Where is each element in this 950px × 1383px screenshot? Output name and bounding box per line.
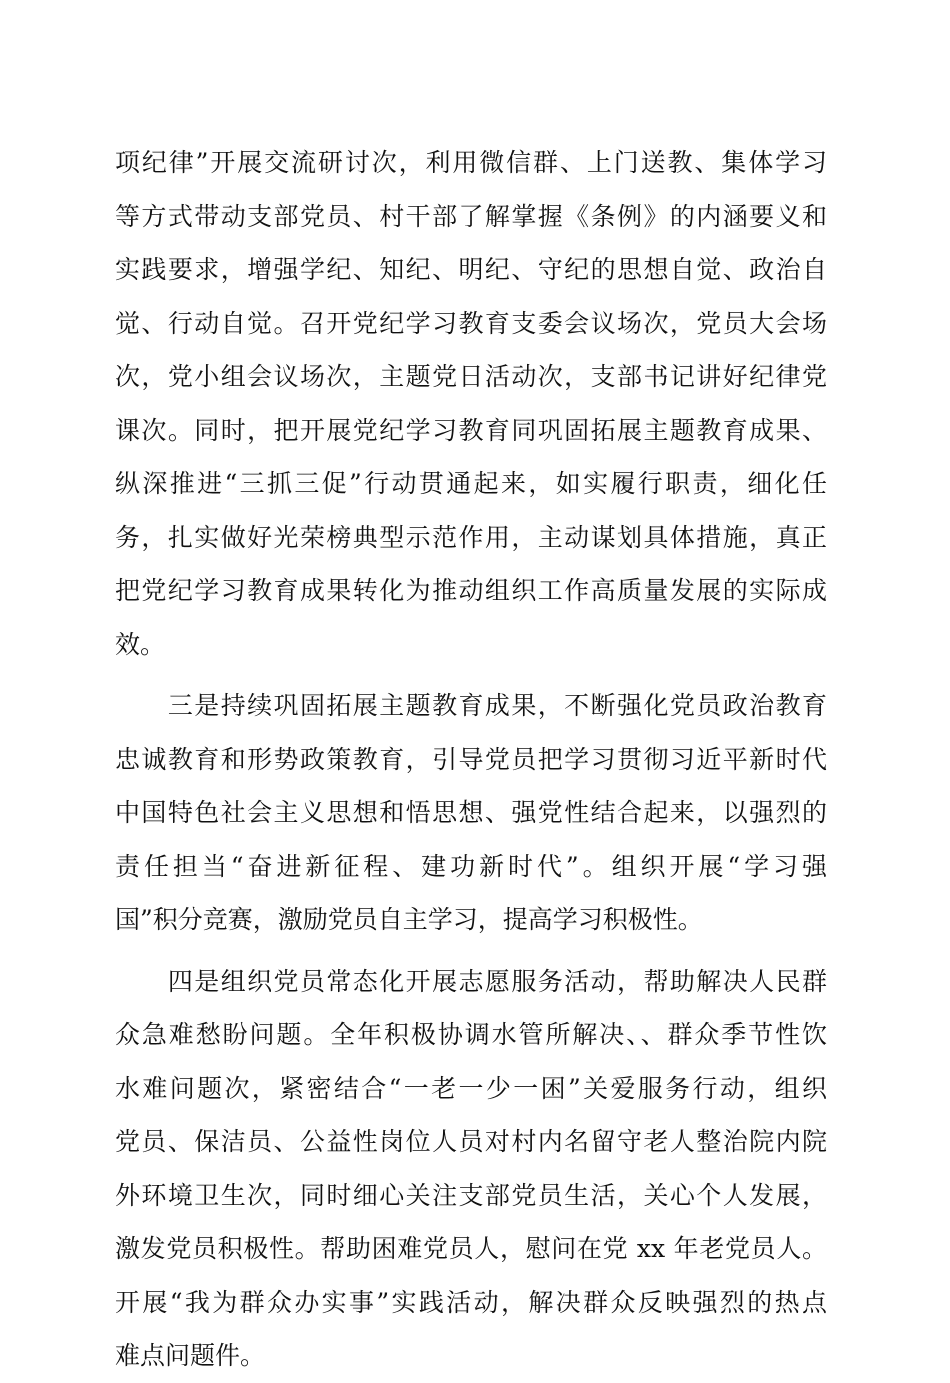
- paragraph-1: [115, 136, 827, 671]
- text-line: 纵深推进“三抓三促”行动贯通起来，如实履行职责，细化任: [115, 469, 827, 498]
- text-line: 众急难愁盼问题。全年积极协调水管所解决、、群众季节性饮: [115, 1020, 827, 1049]
- text-line: 水难问题次，紧密结合“一老一少一困”关爱服务行动，组织: [115, 1073, 827, 1103]
- text-line: 难点问题件。: [115, 1341, 266, 1370]
- document-body: [115, 136, 827, 1383]
- text-line: 实践要求，增强学纪、知纪、明纪、守纪的思想自觉、政治自: [115, 255, 827, 284]
- text-line: 中国特色社会主义思想和悟思想、强党性结合起来，以强烈的: [115, 798, 827, 827]
- text-line: 党员、保洁员、公益性岗位人员对村内名留守老人整治院内院: [115, 1127, 827, 1156]
- text-line: 次，党小组会议场次，主题党日活动次，支部书记讲好纪律党: [115, 362, 827, 391]
- paragraph-spacer: [115, 671, 827, 679]
- text-line: 四是组织党员常态化开展志愿服务活动，帮助解决人民群: [115, 966, 827, 996]
- paragraph-spacer: [115, 947, 827, 955]
- paragraph-3: [115, 955, 827, 1383]
- text-line: 激发党员积极性。帮助困难党员人，慰问在党 xx 年老党员人。: [115, 1234, 827, 1263]
- text-line: 等方式带动支部党员、村干部了解掌握《条例》的内涵要义和: [115, 201, 827, 231]
- text-line: 项纪律”开展交流研讨次，利用微信群、上门送教、集体学习: [115, 148, 827, 177]
- text-line: 国”积分竞赛，激励党员自主学习，提高学习积极性。: [115, 905, 703, 934]
- text-line: 把党纪学习教育成果转化为推动组织工作高质量发展的实际成: [115, 576, 827, 605]
- text-line: 效。: [115, 629, 166, 659]
- text-line: 责任担当“奋进新征程、建功新时代”。组织开展“学习强: [115, 851, 827, 881]
- text-line: 三是持续巩固拓展主题教育成果，不断强化党员政治教育: [115, 691, 827, 720]
- text-line: 觉、行动自觉。召开党纪学习教育支委会议场次，党员大会场: [115, 308, 827, 338]
- text-line: 开展“我为群众办实事”实践活动，解决群众反映强烈的热点: [115, 1287, 827, 1317]
- paragraph-2: [115, 679, 827, 947]
- text-line: 务，扎实做好光荣榜典型示范作用，主动谋划具体措施，真正: [115, 522, 827, 552]
- text-line: 课次。同时，把开展党纪学习教育同巩固拓展主题教育成果、: [115, 415, 827, 445]
- text-line: 外环境卫生次，同时细心关注支部党员生活，关心个人发展，: [115, 1180, 827, 1210]
- text-line: 忠诚教育和形势政策教育，引导党员把学习贯彻习近平新时代: [115, 744, 827, 774]
